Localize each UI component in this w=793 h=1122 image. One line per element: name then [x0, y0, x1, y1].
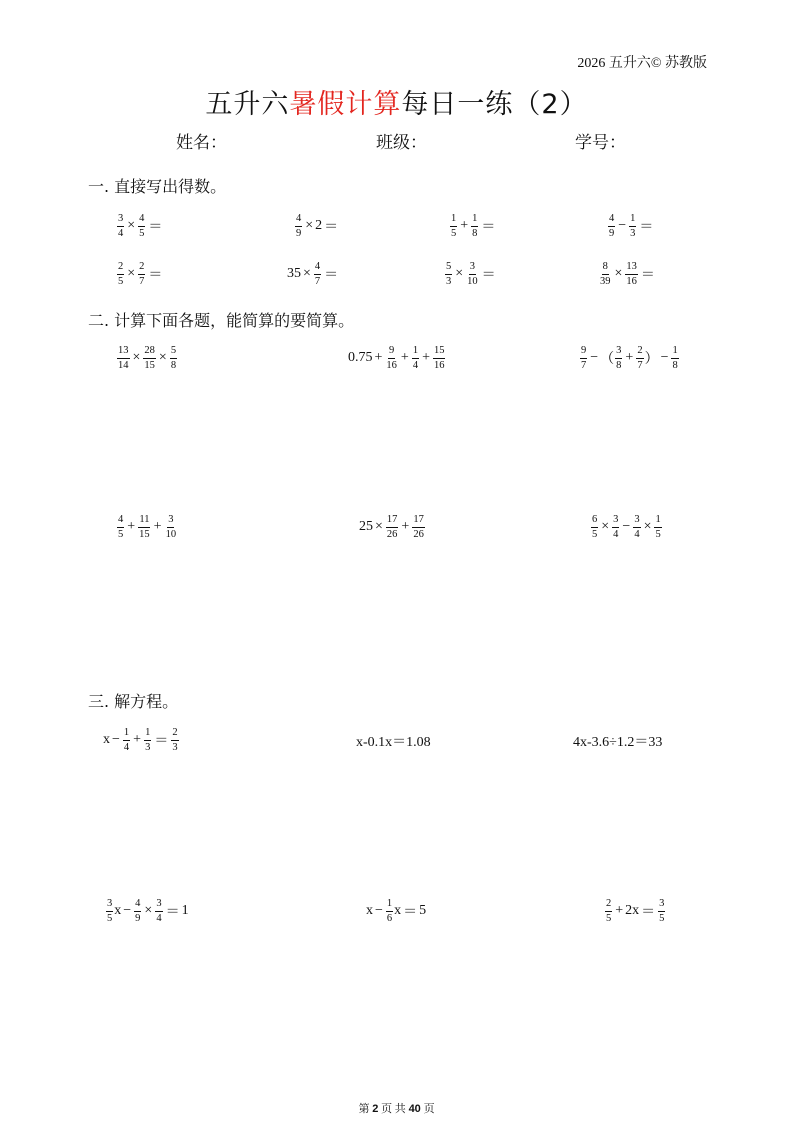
oral-item-1: $\frac{3}{4}$ × $\frac{4}{5}$ ＝	[118, 213, 163, 239]
equation-item-6: $\frac{2}{5}$ + 2x ＝ $\frac{3}{5}$	[606, 898, 665, 924]
class-label: 班级：	[376, 133, 427, 153]
title-suffix: 每日一练（2）	[401, 89, 588, 120]
page-footer	[0, 1100, 793, 1116]
student-id-label: 学号：	[575, 133, 626, 153]
equation-item-4: $\frac{3}{5}$ x − $\frac{4}{9}$ × $\frac{3}{4}$ ＝ 1	[107, 898, 189, 924]
oral-item-4: $\frac{4}{9}$ − $\frac{1}{3}$ ＝	[609, 213, 654, 239]
section3-heading: 三. 解方程。	[88, 692, 179, 711]
footer-middle: 页 共	[381, 1103, 406, 1115]
section1-heading: 一. 直接写出得数。	[88, 177, 227, 196]
equation-item-1: x − $\frac{1}{4}$ + $\frac{1}{3}$ ＝ $\frac{2}{3}$	[103, 727, 178, 753]
calc-item-4: $\frac{4}{5}$ + $\frac{11}{15}$ + $\frac{3}{10}$	[118, 514, 177, 540]
oral-item-7: $\frac{5}{3}$ × $\frac{3}{10}$ ＝	[446, 261, 496, 287]
footer-prefix: 第	[358, 1103, 370, 1115]
equation-item-5: x − $\frac{1}{6}$ x ＝ 5	[366, 898, 427, 924]
section2-heading: 二. 计算下面各题，能简算的要简算。	[88, 311, 355, 330]
title-prefix: 五升六	[205, 89, 290, 120]
oral-item-3: $\frac{1}{5}$ + $\frac{1}{8}$ ＝	[451, 213, 496, 239]
page-title	[0, 82, 793, 121]
calc-item-5: 25 × $\frac{17}{26}$ + $\frac{17}{26}$	[359, 514, 424, 540]
calc-item-1: $\frac{13}{14}$ × $\frac{28}{15}$ × $\frac{5}{8}$	[118, 345, 177, 371]
edition-label: 2026 五升六© 苏教版	[577, 56, 707, 71]
footer-page-number: 2	[372, 1103, 379, 1115]
title-highlight: 暑假计算	[289, 89, 402, 120]
oral-item-8: $\frac{8}{39}$ × $\frac{13}{16}$ ＝	[600, 261, 655, 287]
footer-total-pages: 40	[408, 1103, 421, 1115]
oral-item-5: $\frac{2}{5}$ × $\frac{2}{7}$ ＝	[118, 261, 163, 287]
equation-item-2: x-0.1x＝1.08	[356, 735, 431, 750]
oral-item-2: $\frac{4}{9}$ × 2 ＝	[296, 213, 339, 239]
equation-item-3: 4x-3.6÷1.2＝33	[573, 735, 663, 750]
calc-item-2: 0.75 + $\frac{9}{16}$ + $\frac{1}{4}$ + $\frac{15}{16}$	[348, 345, 445, 371]
oral-item-6: 35 × $\frac{4}{7}$ ＝	[287, 261, 339, 287]
footer-suffix: 页	[423, 1103, 435, 1115]
calc-item-6: $\frac{6}{5}$ × $\frac{3}{4}$ − $\frac{3}{4}$ × $\frac{1}{5}$	[592, 514, 661, 540]
calc-item-3: $\frac{9}{7}$ − （ $\frac{3}{8}$ + $\frac{2}{7}$ ） − $\frac{1}{8}$	[581, 345, 678, 371]
name-label: 姓名：	[176, 133, 227, 153]
